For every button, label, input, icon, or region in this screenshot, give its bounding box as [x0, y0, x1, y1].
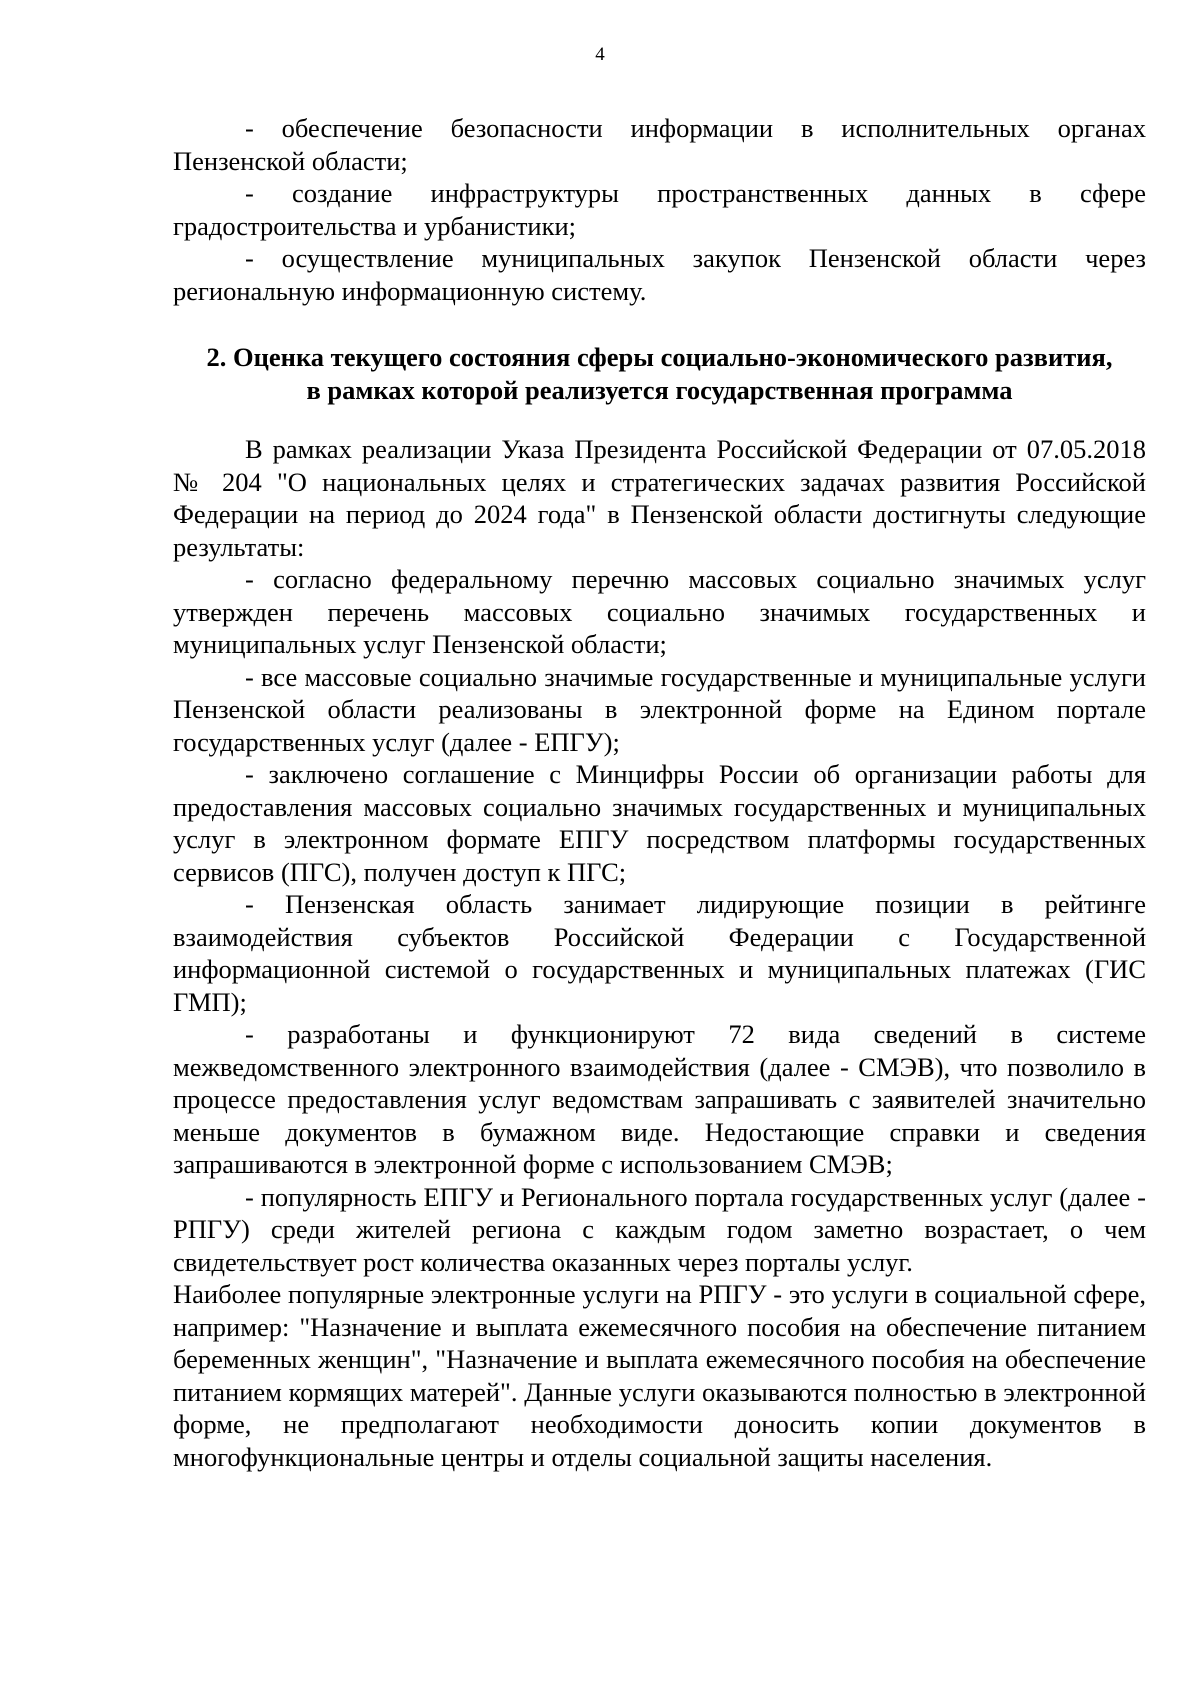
intro-item-spatial-data: - создание инфраструктуры пространственных данных в сфере градостроительства и урбанистики; — [173, 178, 1146, 241]
page-content — [173, 112, 1146, 1473]
intro-item-municipal-procurement: - осуществление муниципальных закупок Пензенской области через региональную информационную систему. — [173, 243, 1146, 306]
result-item-gis-gmp-rating: - Пензенская область занимает лидирующие позиции в рейтинге взаимодействия субъектов Российской Федерации с Государственной информационной системой о государственных и муниципальных платежах (ГИС ГМП); — [173, 889, 1146, 1017]
result-item-services-list: - согласно федеральному перечню массовых социально значимых услуг утвержден перечень массовых социально значимых государственных и муниципальных услуг Пензенской области; — [173, 564, 1146, 659]
result-item-mintsifry-agreement: - заключено соглашение с Минцифры России об организации работы для предоставления массовых социально значимых государственных и муниципальных услуг в электронном формате ЕПГУ посредством платформы государственных сервисов (ПГС), получен доступ к ПГС; — [173, 759, 1146, 887]
intro-item-information-security: - обеспечение безопасности информации в исполнительных органах Пензенской области; — [173, 113, 1146, 176]
section-body — [173, 433, 1146, 1473]
result-item-portal-popularity: - популярность ЕПГУ и Регионального портала государственных услуг (далее - РПГУ) среди жителей региона с каждым годом заметно возрастает, о чем свидетельствует рост количества оказанных через порталы услуг. — [173, 1181, 1146, 1277]
section-heading — [173, 341, 1146, 407]
closing-paragraph: Наиболее популярные электронные услуги на РПГУ - это услуги в социальной сфере, например: "Назначение и выплата ежемесячного пособия на обеспечение питанием беременных женщин", "Назначение и выплата ежемесячного пособия на обеспечение питанием кормящих матерей". Данные услуги оказываются полностью в электронной форме, не предполагают необходимости доносить копии документов в многофункциональные центры и отделы социальной защиты населения. — [173, 1279, 1146, 1472]
page-number: 4 — [595, 44, 605, 65]
result-item-smev: - разработаны и функционируют 72 вида сведений в системе межведомственного электронного взаимодействия (далее - СМЭВ), что позволило в процессе предоставления услуг ведомствам запрашивать с заявителей значительно меньше документов в бумажном виде. Недостающие справки и сведения запрашиваются в электронной форме с использованием СМЭВ; — [173, 1019, 1146, 1179]
result-item-electronic-form: - все массовые социально значимые государственные и муниципальные услуги Пензенской области реализованы в электронной форме на Едином портале государственных услуг (далее - ЕПГУ); — [173, 661, 1146, 757]
section-heading-line-2: в рамках которой реализуется государственная программа — [306, 375, 1013, 405]
section-heading-line-1: 2. Оценка текущего состояния сферы социально-экономического развития, — [206, 342, 1113, 372]
section-intro-paragraph: В рамках реализации Указа Президента Российской Федерации от 07.05.2018 № 204 "О национальных целях и стратегических задачах развития Российской Федерации на период до 2024 года" в Пензенской области достигнуты следующие результаты: — [173, 434, 1146, 562]
